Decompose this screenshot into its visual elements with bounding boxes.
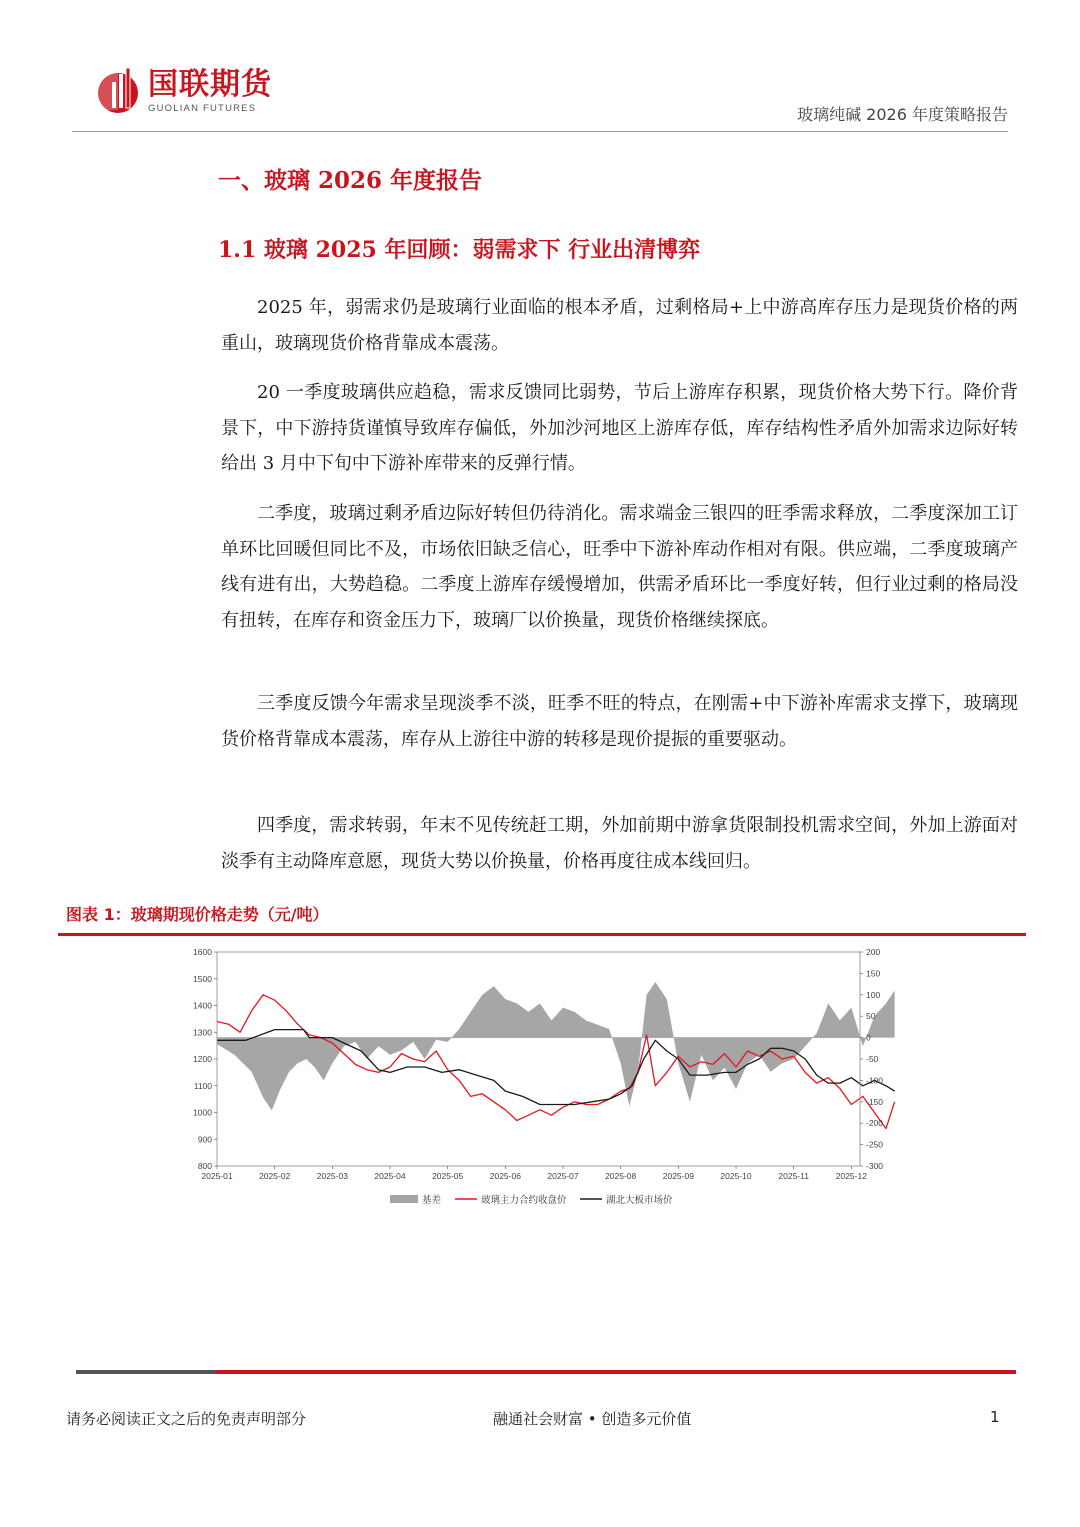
left-tick-label: 1500 [193,973,212,984]
x-tick-label: 2025-04 [374,1171,406,1181]
x-tick-label: 2025-02 [259,1171,291,1181]
x-tick-label: 2025-03 [316,1171,348,1181]
right-tick-label: -250 [866,1139,884,1150]
footer-slogan: 融通社会财富 • 创造多元价值 [493,1410,692,1428]
logo-english-name: GUOLIAN FUTURES [148,103,257,114]
price-trend-chart [180,940,900,1220]
left-tick-label: 1000 [193,1107,212,1118]
logo-chinese-name: 国联期货 [148,67,272,102]
footer-disclaimer: 请务必阅读正文之后的免责声明部分 [66,1410,307,1428]
logo-mark-icon [96,66,140,116]
figure-divider [58,933,1026,936]
right-tick-label: 0 [866,1032,871,1043]
x-tick-label: 2025-01 [201,1171,233,1181]
right-tick-label: -100 [866,1075,884,1086]
subsection-heading: 1.1 玻璃 2025 年回顾：弱需求下 行业出清博弈 [218,237,701,263]
paragraph-1: 2025 年，弱需求仍是玻璃行业面临的根本矛盾，过剩格局+上中游高库存压力是现货价格的两重山，玻璃现货价格背靠成本震荡。 [221,297,1018,354]
right-tick-label: 200 [866,947,881,957]
paragraph-3: 二季度，玻璃过剩矛盾边际好转但仍待消化。需求端金三银四的旺季需求释放，二季度深加工订单环比回暖但同比不及，市场依旧缺乏信心，旺季中下游补库动作相对有限。供应端，二季度玻璃产线有进有出，大势趋稳。二季度上游库存缓慢增加，供需矛盾环比一季度好转，但行业过剩的格局没有扭转，在库存和资金压力下，玻璃厂以价换量，现货价格继续探底。 [221,503,1018,631]
paragraph-2: 20 一季度玻璃供应趋稳，需求反馈同比弱势，节后上游库存积累，现货价格大势下行。降价背景下，中下游持货谨慎导致库存偏低，外加沙河地区上游库存低，库存结构性矛盾外加需求边际好转给出 3 月中下旬中下游补库带来的反弹行情。 [221,382,1018,474]
basis-area [217,982,895,1110]
left-tick-label: 1300 [193,1027,212,1038]
x-tick-label: 2025-12 [835,1171,867,1181]
legend-basis-swatch [390,1195,418,1203]
company-logo [96,66,272,116]
section-heading: 一、玻璃 2026 年度报告 [218,167,483,194]
left-tick-label: 1600 [193,947,212,957]
right-tick-label: 50 [866,1011,876,1022]
chart-legend [390,1194,673,1206]
right-tick-label: 100 [866,989,881,1000]
x-tick-label: 2025-08 [605,1171,637,1181]
x-tick-label: 2025-11 [778,1171,809,1181]
x-tick-label: 2025-07 [547,1171,579,1181]
paragraph-4: 三季度反馈今年需求呈现淡季不淡，旺季不旺的特点，在刚需+中下游补库需求支撑下，玻璃现货价格背靠成本震荡，库存从上游往中游的转移是现价提振的重要驱动。 [221,693,1018,750]
right-tick-label: -300 [866,1161,884,1171]
header-divider [72,131,1008,132]
left-tick-label: 1400 [193,1000,212,1011]
report-title: 玻璃纯碱 2026 年度策略报告 [797,105,1008,124]
x-tick-label: 2025-09 [662,1171,694,1181]
legend-futures-label: 玻璃主力合约收盘价 [481,1195,567,1206]
page-number: 1 [990,1408,1000,1426]
left-tick-label: 1100 [193,1080,212,1091]
legend-spot-label: 湖北大板市场价 [606,1195,673,1206]
basis-area-series [217,982,895,1110]
x-tick-label: 2025-05 [432,1171,464,1181]
right-tick-label: 150 [866,968,881,979]
paragraph-5: 四季度，需求转弱，年末不见传统赶工期，外加前期中游拿货限制投机需求空间，外加上游面对淡季有主动降库意愿，现货大势以价换量，价格再度往成本线回归。 [221,815,1018,872]
legend-basis-label: 基差 [422,1195,442,1206]
left-tick-label: 800 [197,1161,212,1171]
x-tick-label: 2025-06 [489,1171,521,1181]
x-tick-label: 2025-10 [720,1171,752,1181]
left-tick-label: 1200 [193,1054,212,1064]
right-tick-label: -50 [866,1054,879,1064]
left-tick-label: 900 [197,1134,212,1145]
right-tick-label: -200 [866,1118,884,1129]
logo-text [148,68,272,114]
figure-caption: 图表 1：玻璃期现价格走势（元/吨） [66,905,329,924]
footer-bar-gray [76,1370,216,1374]
footer-bar-red [216,1370,1016,1374]
right-tick-label: -150 [866,1096,884,1107]
